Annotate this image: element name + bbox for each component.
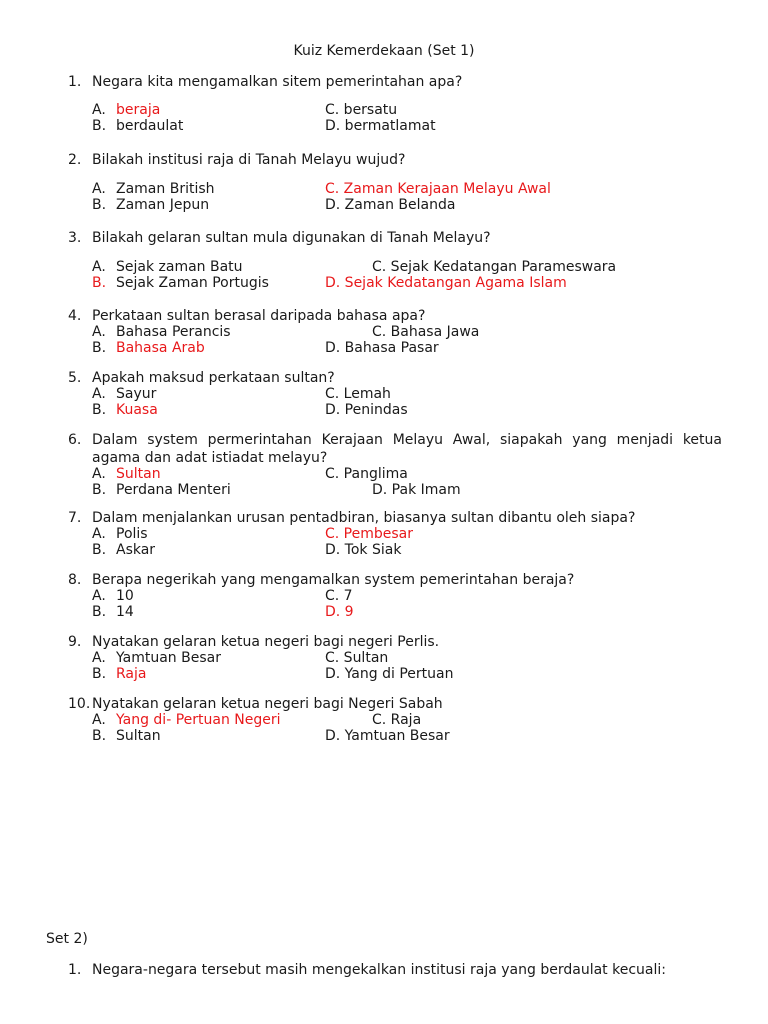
option-letter: A. [92,181,106,197]
option-b[interactable] [92,198,209,214]
option-a[interactable] [92,527,148,543]
question-text: Negara-negara tersebut masih mengekalkan institusi raja yang berdaulat kecuali: [92,962,666,978]
question-7 [68,509,722,558]
question-1 [68,73,722,134]
option-letter: A. [92,466,106,482]
question-number: 3. [68,230,82,246]
question-text: Bilakah gelaran sultan mula digunakan di Tanah Melayu? [92,230,491,246]
question-text: Dalam menjalankan urusan pentadbiran, biasanya sultan dibantu oleh siapa? [92,510,636,526]
option-c[interactable]: C. Lemah [325,386,391,402]
option-letter: B. [92,727,107,744]
option-letter: B. [92,117,107,134]
option-text-correct: beraja [116,102,161,118]
option-c[interactable]: C. 7 [325,588,353,604]
option-a[interactable] [92,387,156,403]
question-number: 6. [68,432,82,448]
question-text-continued: agama dan adat istiadat melayu? [92,450,328,466]
option-c[interactable]: C. Panglima [325,466,408,482]
option-text: Askar [116,541,156,558]
set-2-question-1 [68,961,722,979]
question-text: Bilakah institusi raja di Tanah Melayu wujud? [92,152,406,168]
option-b[interactable] [92,119,183,135]
option-c[interactable]: C. bersatu [325,102,398,118]
option-b[interactable] [92,729,161,745]
option-letter: A. [92,526,106,542]
option-b[interactable] [92,276,269,292]
question-text: Negara kita mengamalkan sitem pemerintahan apa? [92,74,463,90]
option-c[interactable]: C. Raja [372,712,422,728]
option-letter: B. [92,196,107,213]
option-a[interactable] [92,182,215,198]
question-number: 1. [68,962,82,978]
question-number: 2. [68,152,82,168]
question-number: 1. [68,74,82,90]
option-text: 10 [116,588,134,604]
question-text: Nyatakan gelaran ketua negeri bagi Negeri Sabah [92,696,443,712]
option-d[interactable]: D. Yang di Pertuan [325,665,454,682]
option-letter: B. [92,481,107,498]
question-number: 7. [68,510,82,526]
option-b[interactable] [92,667,146,683]
option-d[interactable]: D. Pak Imam [372,481,461,498]
option-letter: A. [92,324,106,340]
option-text-correct: Kuasa [116,401,158,418]
question-6 [68,431,722,498]
option-letter: B. [92,541,107,558]
question-9 [68,633,722,682]
option-text: Sultan [116,727,161,744]
option-text: Sayur [116,386,157,402]
question-text: Berapa negerikah yang mengamalkan system pemerintahan beraja? [92,572,575,588]
option-text: Perdana Menteri [116,481,231,498]
option-a[interactable] [92,103,160,119]
option-a[interactable] [92,325,231,341]
option-d-correct[interactable]: D. 9 [325,603,354,620]
option-b[interactable] [92,341,205,357]
option-d[interactable]: D. Tok Siak [325,541,402,558]
question-text: Perkataan sultan berasal daripada bahasa apa? [92,308,426,324]
option-text: Polis [116,526,148,542]
option-letter: B. [92,603,107,620]
option-c[interactable]: C. Sultan [325,650,389,666]
option-d[interactable]: D. Yamtuan Besar [325,727,450,744]
option-text: Sejak Zaman Portugis [116,274,269,291]
question-text: Nyatakan gelaran ketua negeri bagi negeri Perlis. [92,634,440,650]
option-letter: A. [92,259,106,275]
option-c[interactable]: C. Bahasa Jawa [372,324,480,340]
option-letter: B. [92,665,107,682]
option-letter: B. [92,401,107,418]
option-text-correct: Raja [116,665,147,682]
option-text: Zaman British [116,181,215,197]
option-b[interactable] [92,605,134,621]
option-a[interactable] [92,467,161,483]
option-text: 14 [116,603,134,620]
option-b[interactable] [92,543,155,559]
option-letter: A. [92,386,106,402]
option-text: berdaulat [116,117,184,134]
option-a[interactable] [92,260,243,276]
option-d-correct[interactable]: D. Sejak Kedatangan Agama Islam [325,274,567,291]
question-8 [68,571,722,620]
page-title: Kuiz Kemerdekaan (Set 1) [293,43,475,59]
set-2-heading: Set 2) [46,931,88,947]
option-c-correct[interactable]: C. Pembesar [325,526,413,542]
option-letter: A. [92,102,106,118]
option-d[interactable]: D. Bahasa Pasar [325,339,439,356]
option-c[interactable]: C. Sejak Kedatangan Parameswara [372,259,617,275]
option-letter: A. [92,712,106,728]
option-letter: B. [92,339,107,356]
option-text-correct: Sultan [116,466,161,482]
option-a[interactable] [92,713,281,729]
question-number: 4. [68,308,82,324]
option-text-correct: Bahasa Arab [116,339,205,356]
question-10 [68,695,722,744]
option-d[interactable]: D. bermatlamat [325,117,436,134]
question-text: Apakah maksud perkataan sultan? [92,370,335,386]
option-a[interactable] [92,651,221,667]
option-text-correct: Yang di- Pertuan Negeri [116,712,281,728]
question-number: 10. [68,696,91,712]
option-b[interactable] [92,483,231,499]
option-d[interactable]: D. Penindas [325,401,408,418]
option-a[interactable] [92,589,134,605]
option-c-correct[interactable]: C. Zaman Kerajaan Melayu Awal [325,181,551,197]
option-text: Bahasa Perancis [116,324,231,340]
question-4 [68,307,722,356]
option-letter: A. [92,588,106,604]
question-5 [68,369,722,418]
question-number: 5. [68,370,82,386]
option-letter: B. [92,274,107,291]
question-text: Dalam system permerintahan Kerajaan Melayu Awal, siapakah yang menjadi ketua [92,432,722,448]
question-2 [68,151,722,213]
option-b[interactable] [92,403,158,419]
option-d[interactable]: D. Zaman Belanda [325,196,456,213]
question-number: 8. [68,572,82,588]
question-3 [68,229,722,291]
question-number: 9. [68,634,82,650]
option-text: Zaman Jepun [116,196,210,213]
option-text: Sejak zaman Batu [116,259,243,275]
option-text: Yamtuan Besar [116,650,221,666]
option-letter: A. [92,650,106,666]
